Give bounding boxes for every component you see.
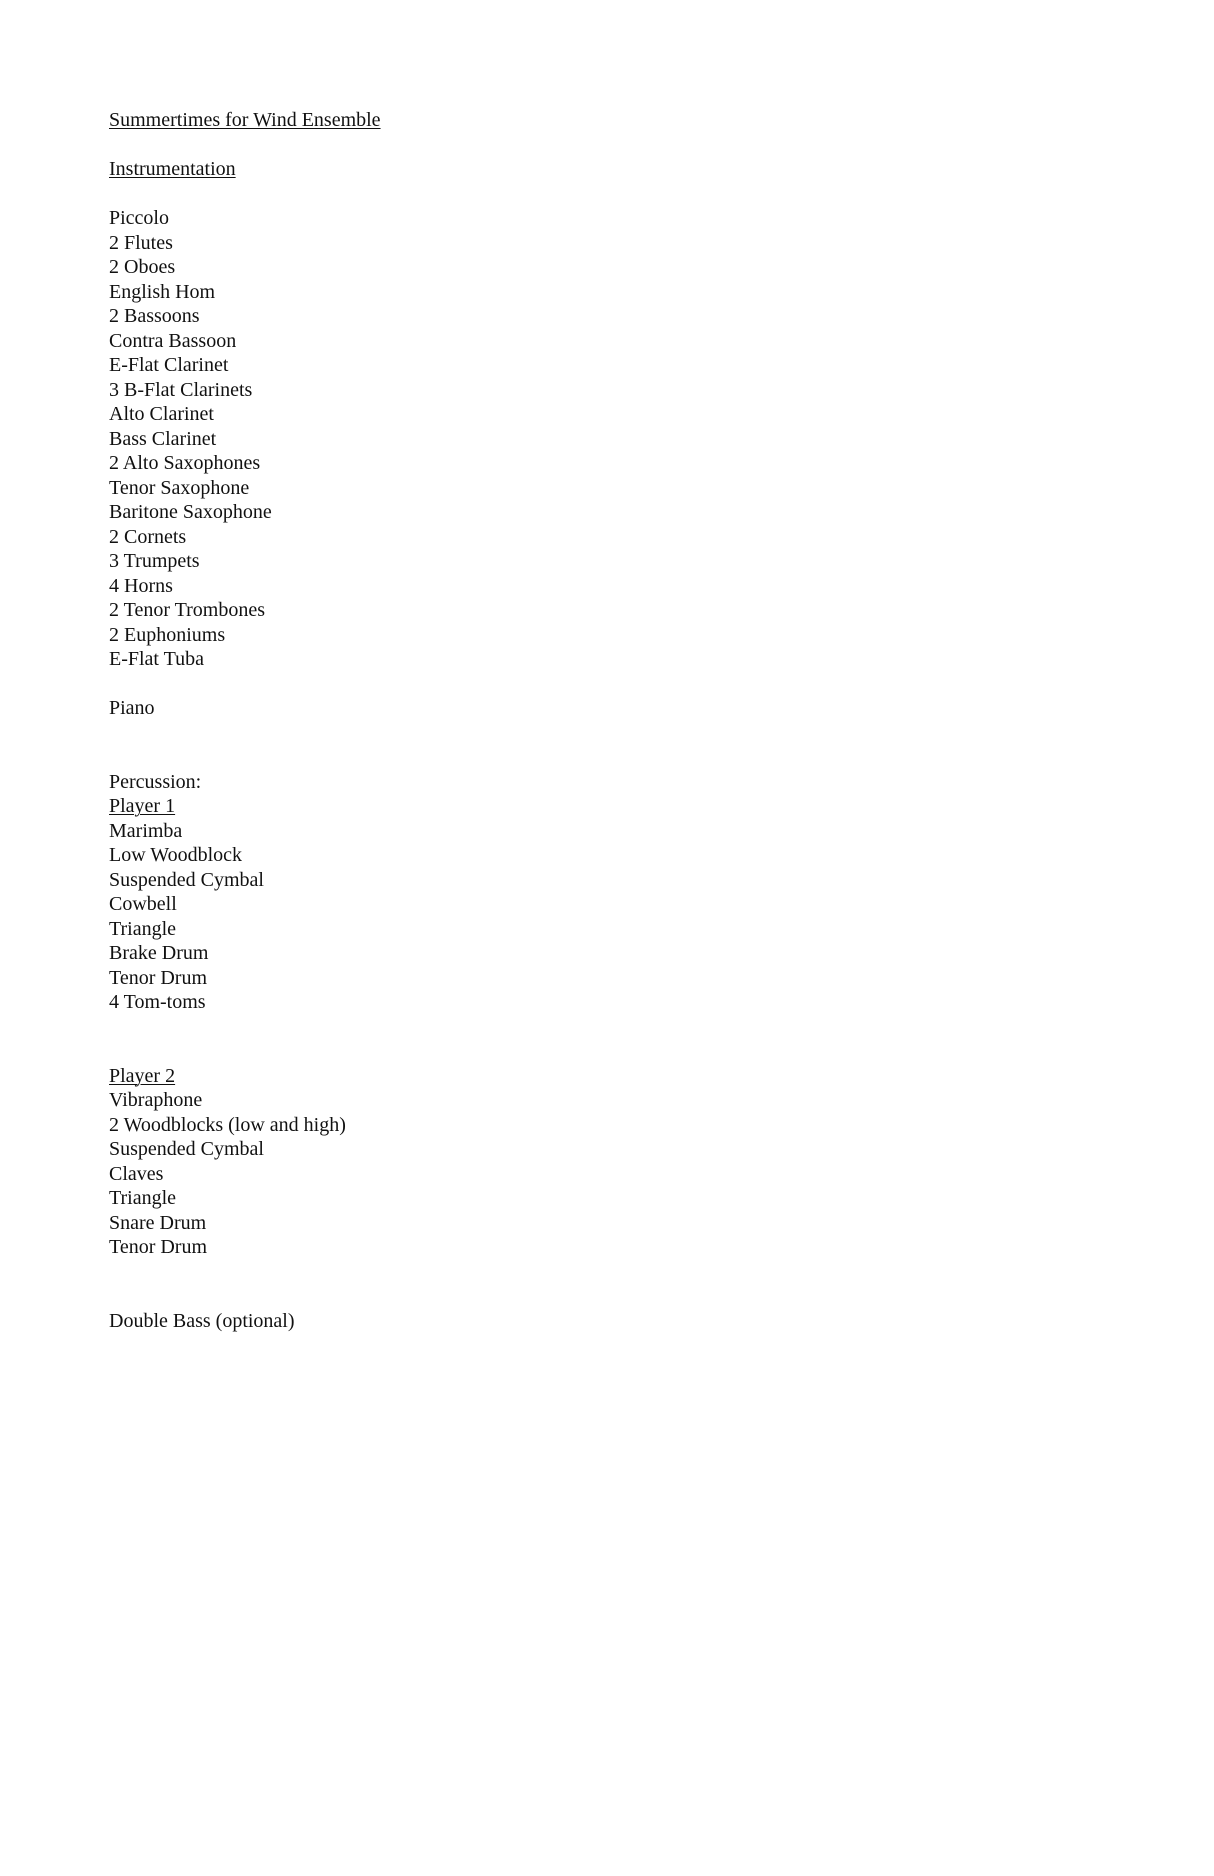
winds-item: 2 Alto Saxophones: [109, 452, 261, 474]
spacer: [109, 721, 1109, 770]
spacer: [109, 133, 1109, 158]
winds-item: Alto Clarinet: [109, 403, 214, 425]
spacer: [109, 182, 1109, 207]
player2-list: [109, 1088, 1109, 1260]
winds-item: Piccolo: [109, 207, 169, 229]
winds-item: 2 Flutes: [109, 231, 173, 254]
piano-item: Piano: [109, 697, 155, 719]
winds-item: 4 Horns: [109, 574, 173, 597]
winds-item: 3 Trumpets: [109, 550, 200, 572]
player2-item: 2 Woodblocks (low and high): [109, 1113, 346, 1136]
player1-item: Brake Drum: [109, 942, 209, 964]
winds-item: English Hom: [109, 280, 216, 303]
player1-item: Tenor Drum: [109, 966, 208, 989]
winds-item: 2 Oboes: [109, 256, 176, 278]
player2-item: Tenor Drum: [109, 1236, 208, 1258]
player1-item: Marimba: [109, 819, 183, 842]
player1-item: Low Woodblock: [109, 844, 243, 866]
spacer: [109, 1015, 1109, 1064]
player2-label: Player 2: [109, 1064, 176, 1087]
winds-item: E-Flat Tuba: [109, 648, 205, 670]
player2-item: Vibraphone: [109, 1089, 203, 1111]
player1-item: 4 Tom-toms: [109, 991, 206, 1013]
winds-item: 2 Euphoniums: [109, 623, 226, 646]
winds-item: Bass Clarinet: [109, 427, 217, 450]
spacer: [109, 672, 1109, 697]
winds-item: Contra Bassoon: [109, 329, 237, 352]
winds-item: 2 Bassoons: [109, 305, 200, 327]
player2-item: Snare Drum: [109, 1211, 207, 1234]
document-title: Summertimes for Wind Ensemble: [109, 109, 381, 131]
player2-item: Claves: [109, 1162, 164, 1185]
winds-item: 2 Cornets: [109, 525, 187, 548]
player1-item: Cowbell: [109, 893, 177, 915]
winds-item: Baritone Saxophone: [109, 501, 272, 523]
instrumentation-heading: Instrumentation: [109, 158, 236, 180]
document-page: [109, 108, 1109, 1333]
player1-item: Triangle: [109, 917, 177, 940]
player2-item: Triangle: [109, 1187, 177, 1209]
winds-list: [109, 206, 1109, 672]
player1-list: [109, 819, 1109, 1015]
double-bass-item: Double Bass (optional): [109, 1309, 295, 1332]
spacer: [109, 1260, 1109, 1309]
percussion-label: Percussion:: [109, 770, 202, 793]
winds-item: E-Flat Clarinet: [109, 354, 229, 376]
player1-label: Player 1: [109, 795, 176, 817]
winds-item: 2 Tenor Trombones: [109, 599, 266, 621]
player1-item: Suspended Cymbal: [109, 868, 264, 891]
player2-item: Suspended Cymbal: [109, 1138, 264, 1160]
winds-item: Tenor Saxophone: [109, 476, 250, 499]
winds-item: 3 B-Flat Clarinets: [109, 378, 253, 401]
